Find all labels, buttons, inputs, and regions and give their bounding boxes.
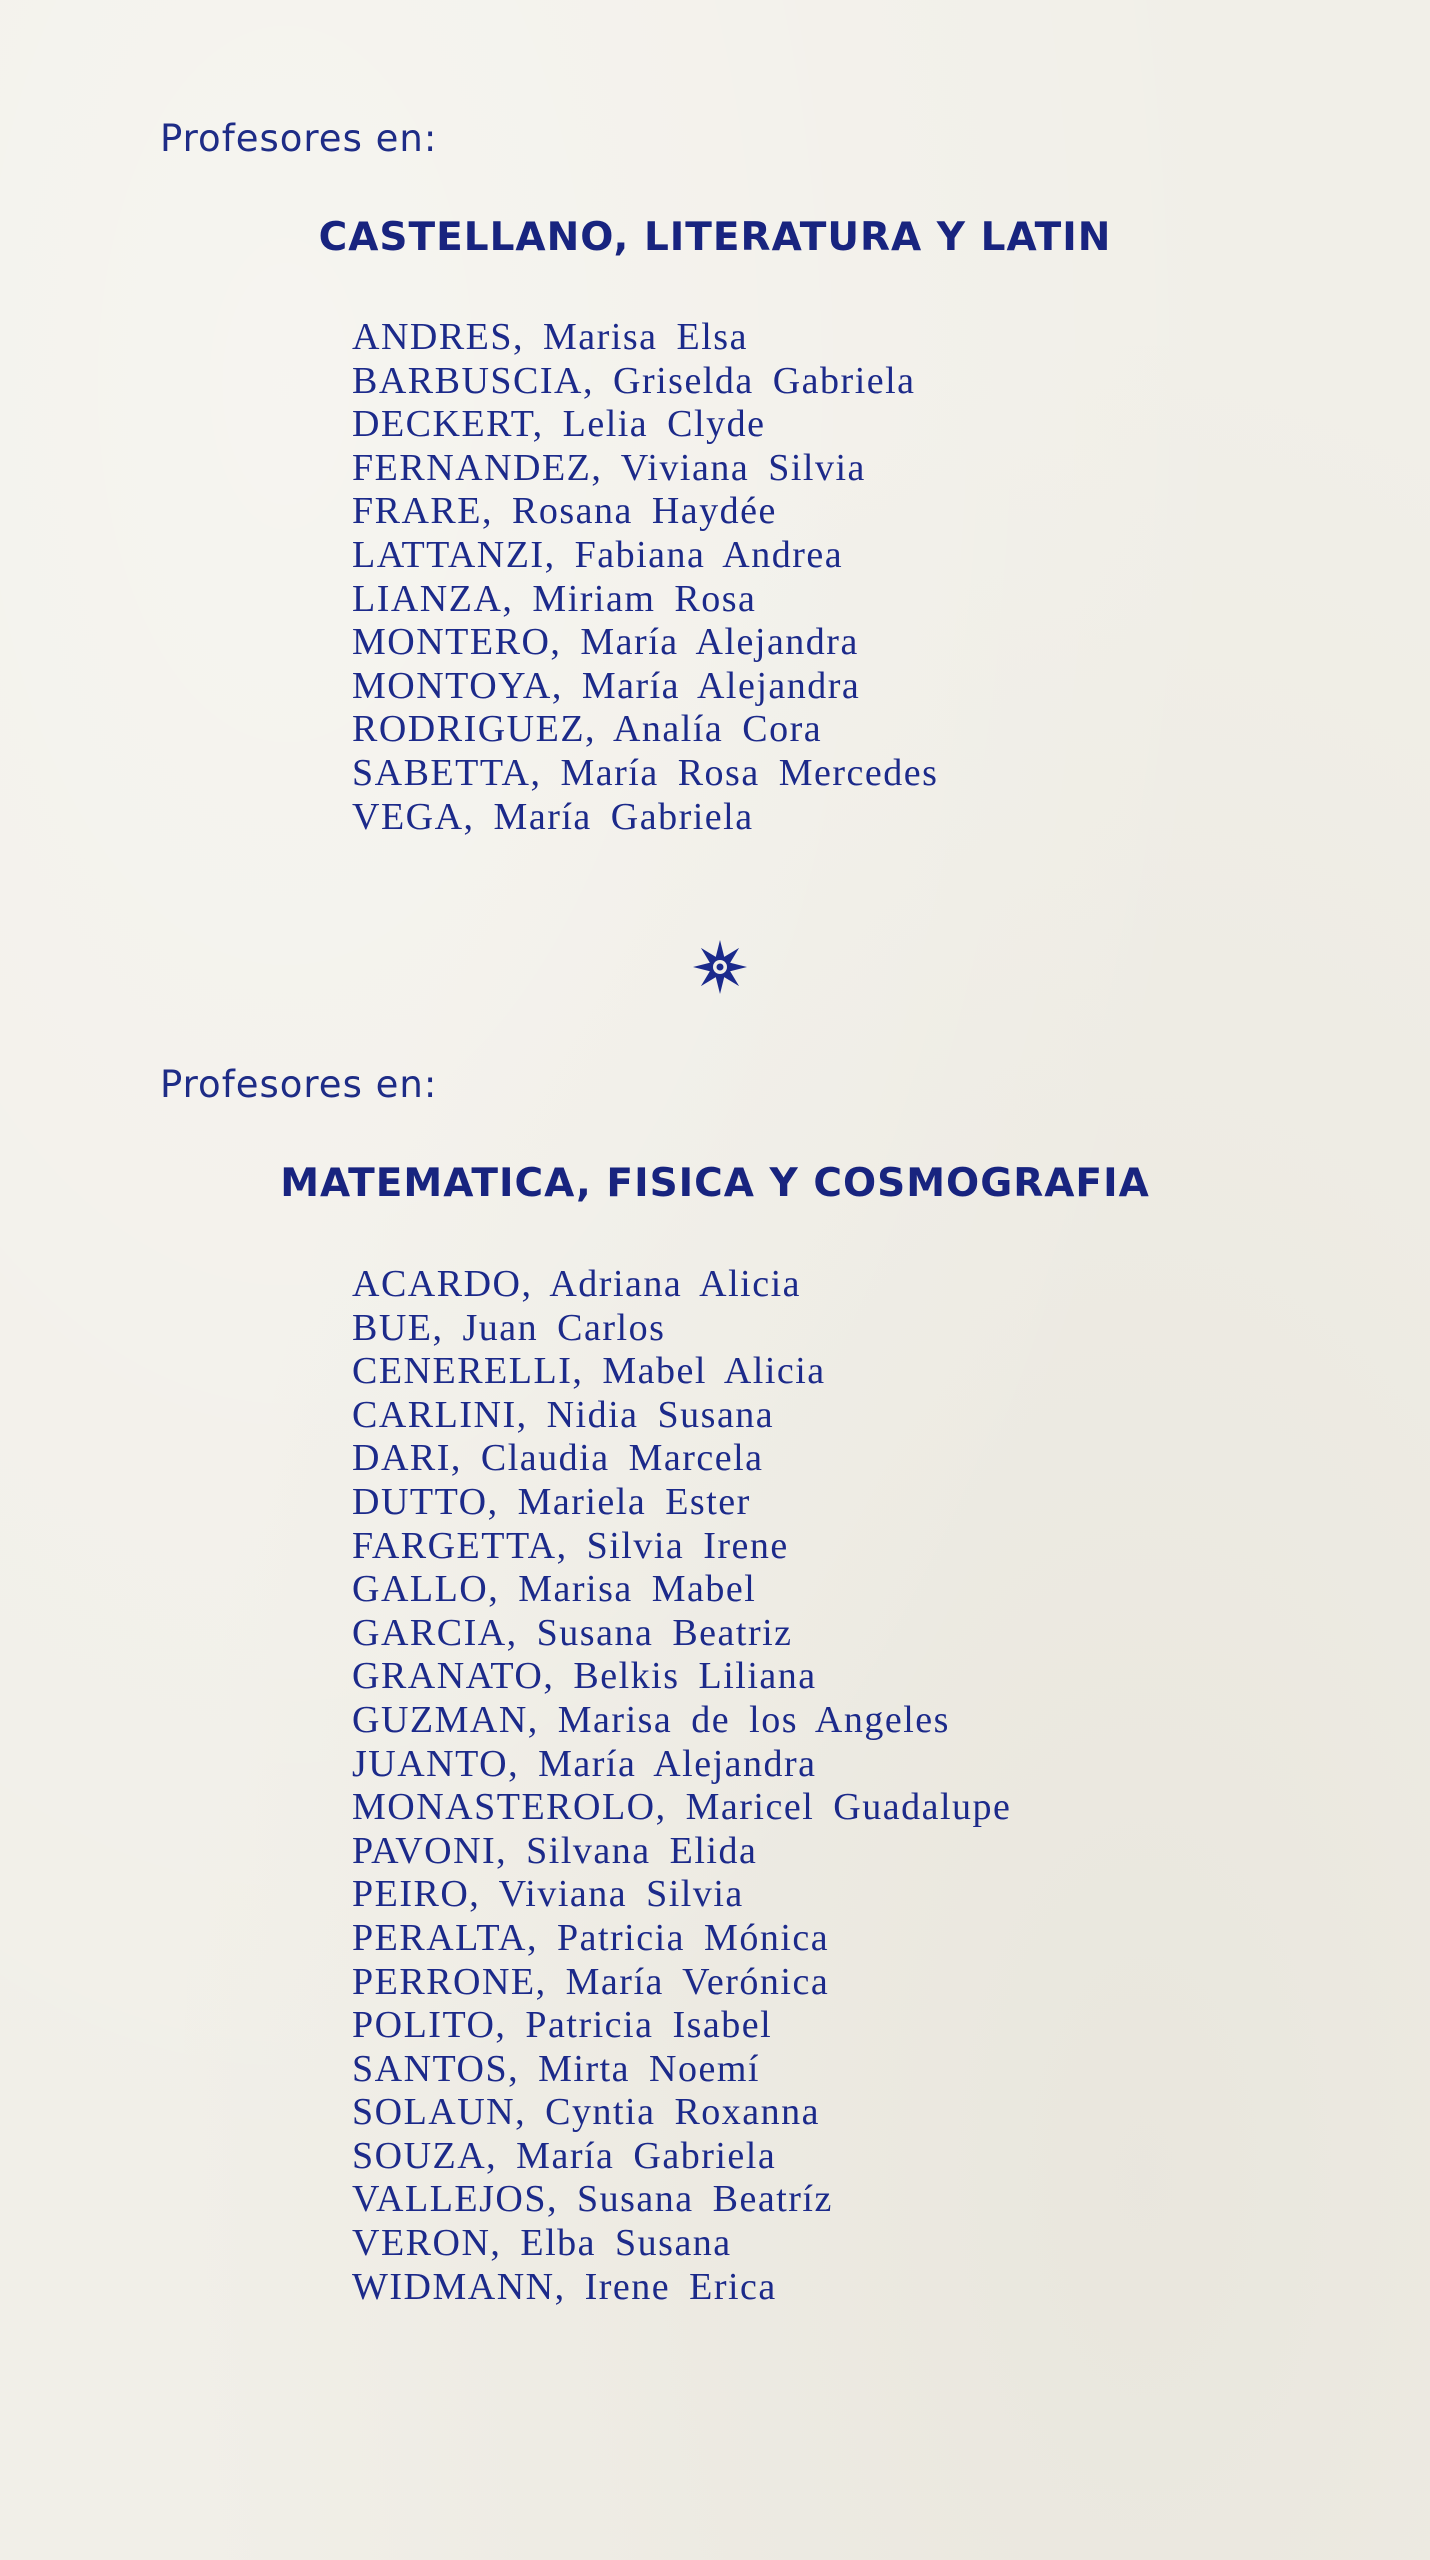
section-intro: Profesores en: xyxy=(160,1063,438,1106)
name-entry: DARI, Claudia Marcela xyxy=(352,1437,764,1480)
name-entry: BARBUSCIA, Griselda Gabriela xyxy=(352,359,916,402)
name-entry: PERRONE, María Verónica xyxy=(352,1960,830,2003)
name-entry: VALLEJOS, Susana Beatríz xyxy=(352,2178,833,2221)
section-heading: CASTELLANO, LITERATURA Y LATIN xyxy=(318,215,1112,260)
name-entry: PEIRO, Viviana Silvia xyxy=(352,1873,744,1916)
name-entry: SABETTA, María Rosa Mercedes xyxy=(352,751,939,794)
name-entry: RODRIGUEZ, Analía Cora xyxy=(352,708,823,751)
name-entry: SANTOS, Mirta Noemí xyxy=(352,2047,760,2090)
name-entry: MONTERO, María Alejandra xyxy=(352,621,859,664)
name-entry: ACARDO, Adriana Alicia xyxy=(352,1263,802,1305)
name-entry: ANDRES, Marisa Elsa xyxy=(352,316,748,358)
name-entry: CENERELLI, Mabel Alicia xyxy=(352,1350,826,1393)
name-entry: FERNANDEZ, Viviana Silvia xyxy=(352,446,866,489)
name-list xyxy=(352,316,938,839)
name-entry: FRARE, Rosana Haydée xyxy=(352,490,777,533)
name-entry: DUTTO, Mariela Ester xyxy=(352,1480,751,1523)
name-entry: BUE, Juan Carlos xyxy=(352,1306,666,1349)
name-entry: POLITO, Patricia Isabel xyxy=(352,2004,773,2047)
name-entry: SOLAUN, Cyntia Roxanna xyxy=(352,2091,821,2134)
name-entry: GALLO, Marisa Mabel xyxy=(352,1568,757,1611)
name-entry: DECKERT, Lelia Clyde xyxy=(352,403,766,446)
name-entry: SOUZA, María Gabriela xyxy=(352,2134,777,2177)
name-entry: PERALTA, Patricia Mónica xyxy=(352,1916,830,1959)
name-entry: LIANZA, Miriam Rosa xyxy=(352,577,757,620)
section-intro: Profesores en: xyxy=(160,117,438,160)
name-entry: GUZMAN, Marisa de los Angeles xyxy=(352,1698,950,1741)
name-entry: FARGETTA, Silvia Irene xyxy=(352,1524,789,1567)
name-entry: MONASTEROLO, Maricel Guadalupe xyxy=(352,1786,1012,1829)
name-entry: VEGA, María Gabriela xyxy=(352,795,754,838)
name-list xyxy=(352,1263,1011,2309)
name-entry: MONTOYA, María Alejandra xyxy=(352,664,861,707)
name-entry: GARCIA, Susana Beatriz xyxy=(352,1611,793,1654)
name-entry: JUANTO, María Alejandra xyxy=(352,1742,817,1785)
name-entry: WIDMANN, Irene Erica xyxy=(352,2265,777,2308)
star-icon xyxy=(690,937,750,997)
name-entry: CARLINI, Nidia Susana xyxy=(352,1393,775,1436)
section-heading: MATEMATICA, FISICA Y COSMOGRAFIA xyxy=(280,1161,1150,1206)
name-entry: PAVONI, Silvana Elida xyxy=(352,1829,758,1872)
name-entry: VERON, Elba Susana xyxy=(352,2222,732,2265)
name-entry: GRANATO, Belkis Liliana xyxy=(352,1655,817,1698)
name-entry: LATTANZI, Fabiana Andrea xyxy=(352,533,844,576)
